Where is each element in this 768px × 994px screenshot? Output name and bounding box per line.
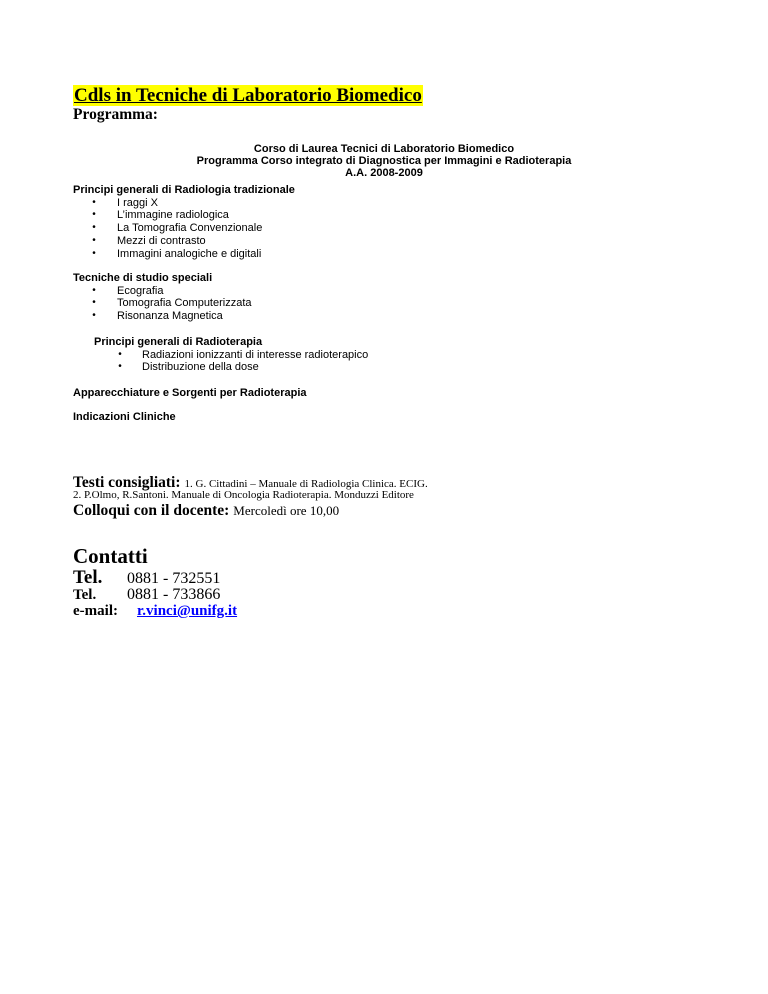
list-item-label: Ecografia — [117, 284, 164, 297]
phone-2-label: Tel. — [73, 587, 97, 603]
bullet-list — [73, 285, 252, 323]
list-item — [73, 285, 252, 298]
email-label: e-mail: — [73, 603, 118, 619]
section-radioterapia — [94, 336, 368, 374]
bullet-list — [73, 197, 295, 261]
list-item-label: Risonanza Magnetica — [117, 310, 223, 323]
list-item — [94, 361, 368, 374]
reference-1: 1. G. Cittadini – Manuale di Radiologia Clinica. ECIG. — [184, 478, 428, 490]
section-title: Principi generali di Radioterapia — [94, 336, 263, 348]
list-item — [73, 197, 295, 210]
reference-2: 2. P.Olmo, R.Santoni. Manuale di Oncologia Radioterapia. Monduzzi Editore — [73, 489, 414, 501]
list-item-label: I raggi X — [117, 196, 158, 209]
contatti-heading: Contatti — [73, 544, 148, 568]
bullet-icon: • — [118, 361, 122, 373]
phone-1-value: 0881 - 732551 — [127, 570, 221, 587]
program-name: Programma Corso integrato di Diagnostica per Immagini e Radioterapia — [196, 155, 572, 167]
section-apparecchiature: Apparecchiature e Sorgenti per Radioterapia — [73, 387, 307, 399]
bullet-icon: • — [92, 234, 96, 246]
course-header — [0, 143, 768, 179]
list-item-label: Immagini analogiche e digitali — [117, 247, 262, 260]
colloqui-label: Colloqui con il docente: — [73, 502, 230, 519]
bullet-icon: • — [92, 196, 96, 208]
phone-2-value: 0881 - 733866 — [127, 586, 221, 603]
bullet-icon: • — [92, 247, 96, 259]
email-link[interactable]: r.vinci@unifg.it — [137, 603, 238, 619]
section-title: Principi generali di Radiologia tradizionale — [73, 184, 295, 196]
course-name: Corso di Laurea Tecnici di Laboratorio Biomedico — [253, 143, 515, 155]
academic-year: A.A. 2008-2009 — [345, 167, 423, 179]
phone-1-label: Tel. — [73, 567, 103, 588]
bullet-icon: • — [92, 209, 96, 221]
list-item-label: Radiazioni ionizzanti di interesse radioterapico — [142, 348, 369, 361]
list-item — [73, 222, 295, 235]
testi-label: Testi consigliati: — [73, 474, 181, 491]
list-item-label: L’immagine radiologica — [117, 209, 229, 222]
list-item — [73, 209, 295, 222]
colloqui-value: Mercoledì ore 10,00 — [233, 503, 340, 518]
list-item — [73, 310, 252, 323]
list-item — [73, 297, 252, 310]
list-item — [73, 248, 295, 261]
list-item-label: Distribuzione della dose — [142, 361, 259, 374]
list-item-label: Mezzi di contrasto — [117, 234, 206, 247]
bullet-icon: • — [118, 348, 122, 360]
list-item — [73, 235, 295, 248]
colloqui — [73, 502, 339, 520]
bullet-icon: • — [92, 297, 96, 309]
list-item-label: La Tomografia Convenzionale — [117, 222, 263, 235]
section-title: Tecniche di studio speciali — [73, 272, 213, 284]
page-title: Cdls in Tecniche di Laboratorio Biomedico — [74, 85, 422, 106]
list-item — [94, 349, 368, 362]
email — [73, 601, 237, 621]
bullet-icon: • — [92, 222, 96, 234]
section-indicazioni-cliniche: Indicazioni Cliniche — [73, 411, 176, 423]
section-radiologia-tradizionale — [73, 184, 295, 260]
bullet-icon: • — [92, 284, 96, 296]
bullet-icon: • — [92, 310, 96, 322]
section-tecniche-speciali — [73, 272, 252, 323]
programma-heading: Programma: — [73, 106, 158, 123]
bullet-list — [94, 349, 368, 374]
list-item-label: Tomografia Computerizzata — [117, 297, 252, 310]
